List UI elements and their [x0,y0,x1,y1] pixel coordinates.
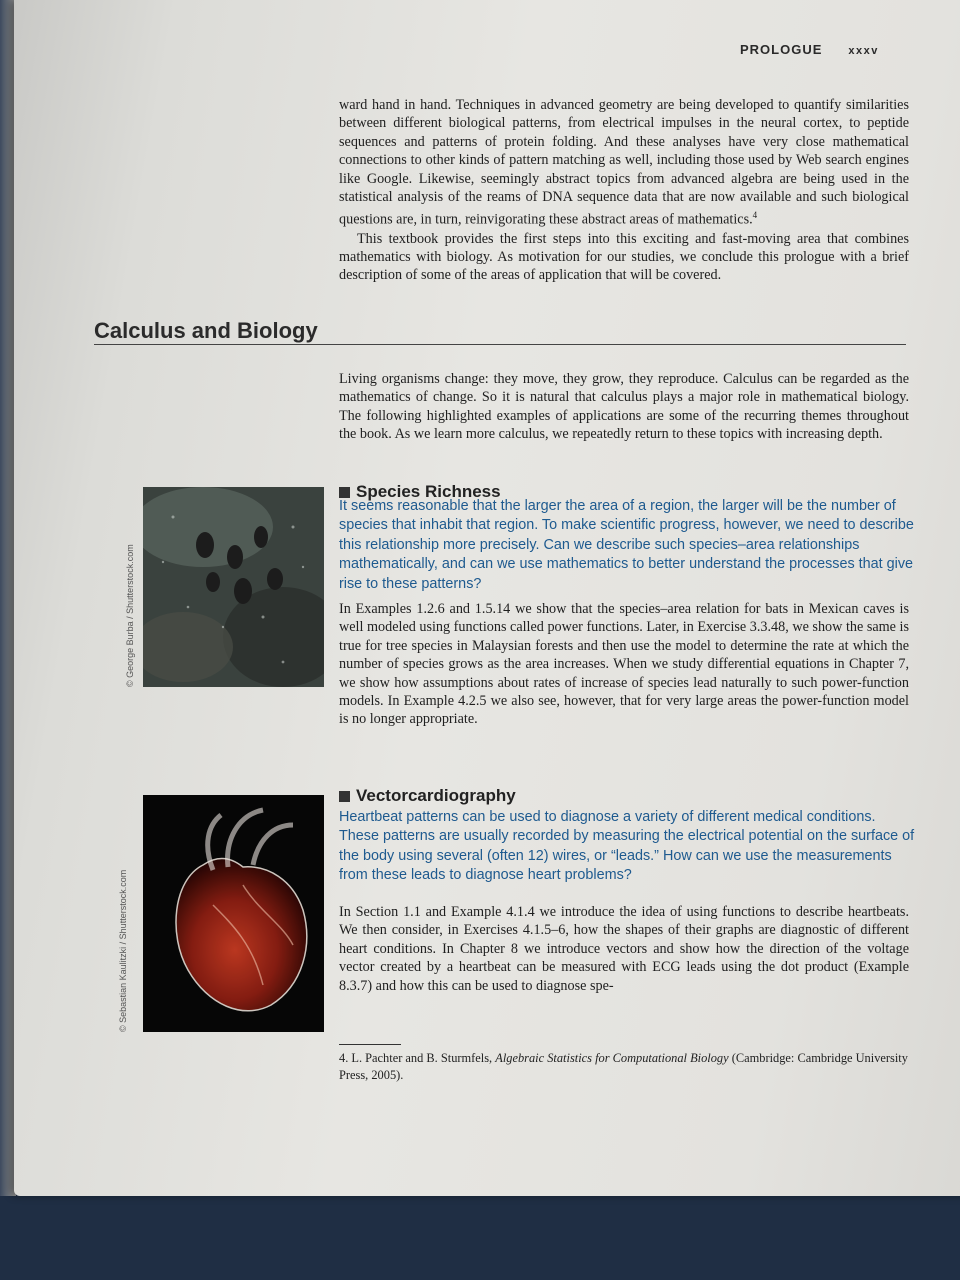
bats-illustration [143,487,324,687]
bats-photo-credit: © George Burba / Shutterstock.com [125,544,135,687]
section-title: Calculus and Biology [94,318,318,343]
heart-photo-credit: © Sebastian Kaulitzki / Shutterstock.com [118,869,128,1032]
heart-illustration-photo [143,795,324,1032]
footnote-rule [339,1044,401,1045]
section-paragraph: Living organisms change: they move, they grow, they reproduce. Calculus can be regarded as the mathematics of change. So it is natural that calculus plays a major role in mathematical biology. The following highlighted examples of applications are some of the recurring themes throughout the book. As we learn more calculus, we repeatedly return to these topics with increasing depth. [339,371,909,443]
book-title: Algebraic Statistics for Computational Biology [495,1051,729,1065]
chapter-label: PROLOGUE [740,42,823,57]
page-number: xxxv [848,45,879,57]
species-richness-body: In Examples 1.2.6 and 1.5.14 we show that the species–area relation for bats in Mexican caves is well modeled using functions called power functions. Later, in Exercise 3.3.48, we show the same is true for tree species in Malaysian forests and then use the model to determine the rate at which the number of species grows as the area increases. When we study differential equations in Chapter 7, we show how assumptions about rates of increase of species lead naturally to such power-function models. In Example 4.2.5 we also see, however, that for very large areas the power-function model is no longer appropriate. [339,601,909,728]
vectorcardiography-title: Vectorcardiography [339,786,516,806]
intro-paragraph-2: This textbook provides the first steps into this exciting and fast-moving area that combines mathematics with biology. As motivation for our studies, we conclude this prologue with a brief description of some of the areas of application that will be covered. [339,230,909,284]
section-rule [94,344,906,345]
intro-text [339,96,909,285]
square-bullet-icon [339,487,350,498]
square-bullet-icon [339,791,350,802]
vectorcardiography-question: Heartbeat patterns can be used to diagnose a variety of different medical conditions. These patterns are usually recorded by measuring the electrical potential on the surface of the body using several (often 12) wires, or “leads.” How can we use the measurements from these leads to diagnose heart problems? [339,809,915,884]
running-head [740,42,879,57]
intro-paragraph-1: ward hand in hand. Techniques in advanced geometry are being developed to quantify similarities between different biological patterns, from electrical impulses in the neural cortex, to peptide sequences and patterns of protein folding. And these analyses have very close mathematical connections to other kinds of pattern matching as well, including those used by Web search engines like Google. Likewise, seemingly abstract topics from advanced algebra are being used in the statistical analysis of the reams of DNA sequence data that are now available and such biological questions are, in turn, reinvigorating these abstract areas of mathematics.$^4$ [339,97,909,229]
heart-illustration [143,795,324,1032]
vectorcardiography-body: In Section 1.1 and Example 4.1.4 we introduce the idea of using functions to describe heartbeats. We then consider, in Exercises 4.1.5–6, how the shapes of their graphs are diagnostic of different heart conditions. In Chapter 8 we introduce vectors and show how the direction of the voltage vector created by a heartbeat can be measured with ECG leads using the dot product (Example 8.3.7) and how this can be used to diagnose spe- [339,904,909,994]
footnote-marker: 4 [752,210,758,221]
bats-cave-photo [143,487,324,687]
species-richness-title: Species Richness [339,482,501,502]
footnote: 4. L. Pachter and B. Sturmfels, Algebraic Statistics for Computational Biology (Cambridge: Cambridge University Press, 2005). [339,1051,908,1082]
species-richness-question: It seems reasonable that the larger the area of a region, the larger will be the number of species that inhabit that region. To make scientific progress, however, we need to describe this relationship more precisely. Can we describe such species–area relationships mathematically, and can we use mathematics to better understand the processes that give rise to these patterns? [339,498,914,592]
